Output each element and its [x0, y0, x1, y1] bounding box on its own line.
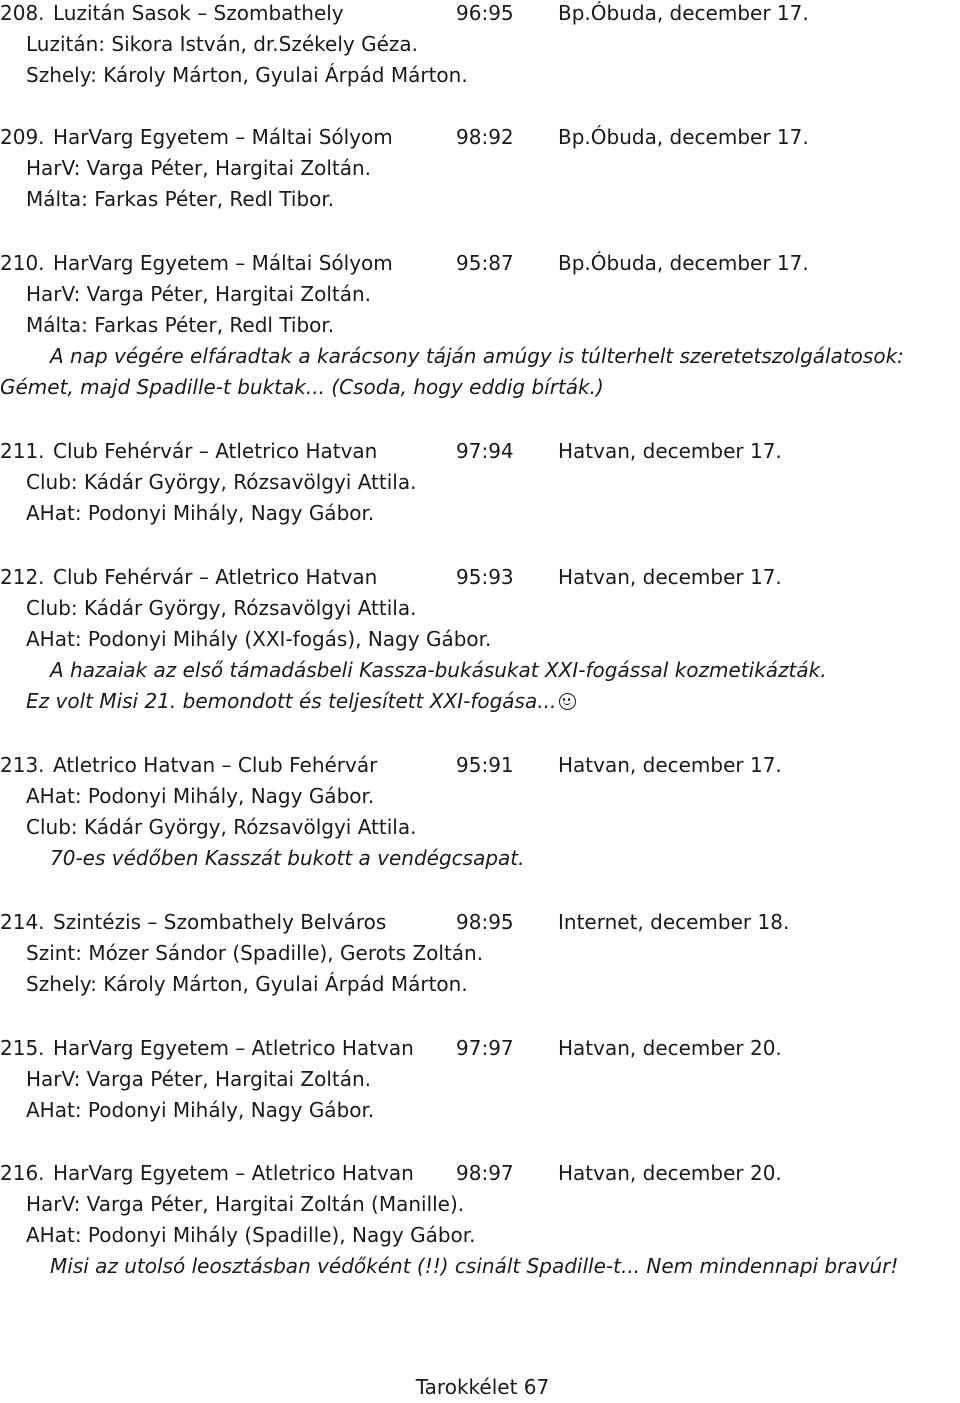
- match-score: 95:87: [456, 251, 514, 275]
- player-line: AHat: Podonyi Mihály, Nagy Gábor.: [26, 501, 375, 525]
- match-place-date: Hatvan, december 17.: [558, 439, 782, 463]
- match-teams: HarVarg Egyetem – Máltai Sólyom: [53, 251, 393, 275]
- match-header: [0, 562, 960, 593]
- match-teams: HarVarg Egyetem – Atletrico Hatvan: [53, 1161, 414, 1185]
- player-line: Club: Kádár György, Rózsavölgyi Attila.: [26, 470, 417, 494]
- match-216: [0, 1158, 960, 1282]
- player-line: HarV: Varga Péter, Hargitai Zoltán.: [26, 282, 372, 306]
- match-header: [0, 248, 960, 279]
- match-number: 208.: [0, 1, 45, 25]
- match-comment: A nap végére elfáradtak a karácsony táján amúgy is túlterhelt szeretetszolgálatosok:: [50, 344, 904, 368]
- match-score: 98:97: [456, 1161, 514, 1185]
- match-place-date: Hatvan, december 17.: [558, 565, 782, 589]
- match-number: 209.: [0, 125, 45, 149]
- match-teams: Atletrico Hatvan – Club Fehérvár: [53, 753, 378, 777]
- match-score: 97:97: [456, 1036, 514, 1060]
- match-teams: Szintézis – Szombathely Belváros: [53, 910, 387, 934]
- match-number: 212.: [0, 565, 45, 589]
- player-line: HarV: Varga Péter, Hargitai Zoltán.: [26, 1067, 372, 1091]
- player-line: Club: Kádár György, Rózsavölgyi Attila.: [26, 815, 417, 839]
- smiley-icon: [559, 693, 576, 710]
- match-comment: Gémet, majd Spadille-t buktak... (Csoda, hogy eddig bírták.): [0, 375, 604, 399]
- match-teams: Club Fehérvár – Atletrico Hatvan: [53, 565, 378, 589]
- match-place-date: Hatvan, december 17.: [558, 753, 782, 777]
- match-place-date: Internet, december 18.: [558, 910, 790, 934]
- match-teams: Club Fehérvár – Atletrico Hatvan: [53, 439, 378, 463]
- match-number: 215.: [0, 1036, 45, 1060]
- player-line: Club: Kádár György, Rózsavölgyi Attila.: [26, 596, 417, 620]
- player-line: AHat: Podonyi Mihály, Nagy Gábor.: [26, 784, 375, 808]
- match-score: 98:92: [456, 125, 514, 149]
- match-comment: A hazaiak az első támadásbeli Kassza-bukásukat XXI-fogással kozmetikázták.: [50, 658, 827, 682]
- match-header: [0, 1158, 960, 1189]
- match-215: [0, 1033, 960, 1126]
- match-210: [0, 248, 960, 403]
- match-comment: Misi az utolsó leosztásban védőként (!!) csinált Spadille-t... Nem mindennapi bravúr!: [50, 1254, 899, 1278]
- match-place-date: Bp.Óbuda, december 17.: [558, 125, 809, 149]
- match-209: [0, 122, 960, 215]
- match-teams: HarVarg Egyetem – Máltai Sólyom: [53, 125, 393, 149]
- match-place-date: Hatvan, december 20.: [558, 1036, 782, 1060]
- match-place-date: Bp.Óbuda, december 17.: [558, 1, 809, 25]
- player-line: Málta: Farkas Péter, Redl Tibor.: [26, 187, 335, 211]
- player-line: AHat: Podonyi Mihály (XXI-fogás), Nagy Gábor.: [26, 627, 492, 651]
- match-212: [0, 562, 960, 717]
- match-number: 210.: [0, 251, 45, 275]
- match-score: 98:95: [456, 910, 514, 934]
- player-line: HarV: Varga Péter, Hargitai Zoltán (Manille).: [26, 1192, 465, 1216]
- player-line: Szhely: Károly Márton, Gyulai Árpád Márton.: [26, 972, 468, 996]
- match-header: [0, 122, 960, 153]
- match-208: [0, 0, 960, 91]
- match-score: 95:93: [456, 565, 514, 589]
- match-teams: HarVarg Egyetem – Atletrico Hatvan: [53, 1036, 414, 1060]
- match-213: [0, 750, 960, 874]
- match-teams: Luzitán Sasok – Szombathely: [53, 1, 344, 25]
- match-211: [0, 436, 960, 529]
- match-score: 97:94: [456, 439, 514, 463]
- player-line: Luzitán: Sikora István, dr.Székely Géza.: [26, 32, 419, 56]
- match-header: [0, 0, 960, 29]
- player-line: HarV: Varga Péter, Hargitai Zoltán.: [26, 156, 372, 180]
- match-header: [0, 436, 960, 467]
- match-number: 216.: [0, 1161, 45, 1185]
- match-number: 213.: [0, 753, 45, 777]
- player-line: Málta: Farkas Péter, Redl Tibor.: [26, 313, 335, 337]
- match-214: [0, 907, 960, 1000]
- player-line: Szhely: Károly Márton, Gyulai Árpád Márton.: [26, 63, 468, 87]
- match-number: 211.: [0, 439, 45, 463]
- match-comment: 70-es védőben Kasszát bukott a vendégcsapat.: [50, 846, 525, 870]
- player-line: AHat: Podonyi Mihály (Spadille), Nagy Gábor.: [26, 1223, 476, 1247]
- player-line: Szint: Mózer Sándor (Spadille), Gerots Zoltán.: [26, 941, 484, 965]
- match-number: 214.: [0, 910, 45, 934]
- match-comment-row: [0, 686, 960, 717]
- match-place-date: Hatvan, december 20.: [558, 1161, 782, 1185]
- match-score: 95:91: [456, 753, 514, 777]
- match-score: 96:95: [456, 1, 514, 25]
- player-line: AHat: Podonyi Mihály, Nagy Gábor.: [26, 1098, 375, 1122]
- match-header: [0, 750, 960, 781]
- match-comment: Ez volt Misi 21. bemondott és teljesített XXI-fogása...: [26, 689, 557, 713]
- match-header: [0, 1033, 960, 1064]
- match-header: [0, 907, 960, 938]
- page-footer: Tarokkélet 67: [415, 1375, 550, 1399]
- match-place-date: Bp.Óbuda, december 17.: [558, 251, 809, 275]
